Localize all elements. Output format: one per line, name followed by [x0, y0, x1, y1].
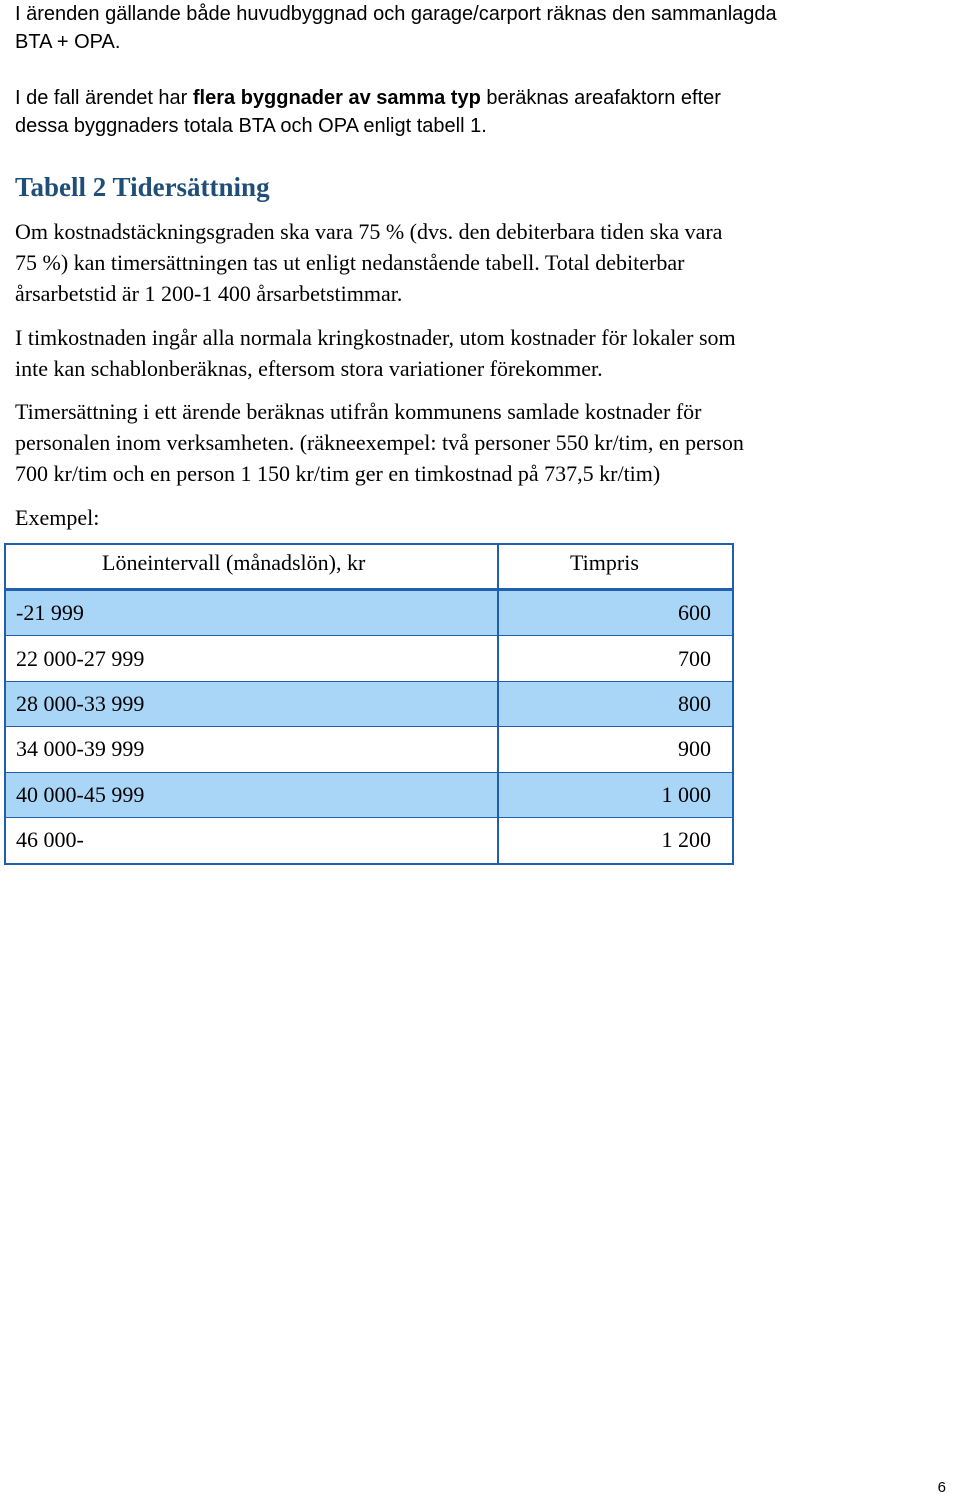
paragraph-2-bold: flera byggnader av samma typ — [192, 87, 481, 109]
row-hourly-price: 900 — [678, 736, 711, 761]
paragraph-2-line-1 — [15, 84, 721, 112]
paragraph-1-line-2: BTA + OPA. — [15, 31, 121, 53]
row-salary-range: 28 000-33 999 — [16, 691, 145, 716]
paragraph-3-line-1: Om kostnadstäckningsgraden ska vara 75 % (dvs. den debiterbara tiden ska vara — [15, 219, 723, 244]
row-hourly-price: 600 — [678, 600, 711, 625]
row-hourly-price: 1 000 — [661, 782, 711, 807]
paragraph-2-text-b: beräknas areafaktorn efter — [480, 87, 721, 109]
table-header-salary: Löneintervall (månadslön), kr — [102, 550, 366, 575]
row-hourly-price: 1 200 — [661, 827, 711, 852]
column-divider — [497, 543, 499, 865]
paragraph-3-line-2: 75 %) kan timersättningen tas ut enligt nedanstående tabell. Total debiterbar — [15, 250, 685, 275]
paragraph-4-line-1: I timkostnaden ingår alla normala kringkostnader, utom kostnader för lokaler som — [15, 325, 736, 350]
paragraph-5-line-2: personalen inom verksamheten. (räkneexempel: två personer 550 kr/tim, en person — [15, 430, 744, 455]
paragraph-3-line-3: årsarbetstid är 1 200-1 400 årsarbetstimmar. — [15, 281, 403, 306]
row-salary-range: -21 999 — [16, 600, 84, 625]
paragraph-5-line-3: 700 kr/tim och en person 1 150 kr/tim ger en timkostnad på 737,5 kr/tim) — [15, 461, 661, 486]
row-hourly-price: 700 — [678, 646, 711, 671]
paragraph-2-text-a: I de fall ärendet har — [15, 87, 193, 109]
example-label: Exempel: — [15, 505, 100, 530]
row-salary-range: 46 000- — [16, 827, 84, 852]
row-hourly-price: 800 — [678, 691, 711, 716]
paragraph-4-line-2: inte kan schablonberäknas, eftersom stora variationer förekommer. — [15, 356, 603, 381]
paragraph-1-line-1: I ärenden gällande både huvudbyggnad och garage/carport räknas den sammanlagda — [15, 3, 777, 25]
section-heading: Tabell 2 Tidersättning — [15, 172, 270, 202]
paragraph-5-line-1: Timersättning i ett ärende beräknas utifrån kommunens samlade kostnader för — [15, 399, 702, 424]
table-header-price: Timpris — [570, 550, 639, 575]
paragraph-2-line-2: dessa byggnaders totala BTA och OPA enligt tabell 1. — [15, 115, 487, 137]
row-salary-range: 34 000-39 999 — [16, 736, 145, 761]
table-body-border — [4, 589, 734, 865]
row-salary-range: 40 000-45 999 — [16, 782, 145, 807]
page-number: 6 — [937, 1479, 946, 1496]
row-salary-range: 22 000-27 999 — [16, 646, 145, 671]
